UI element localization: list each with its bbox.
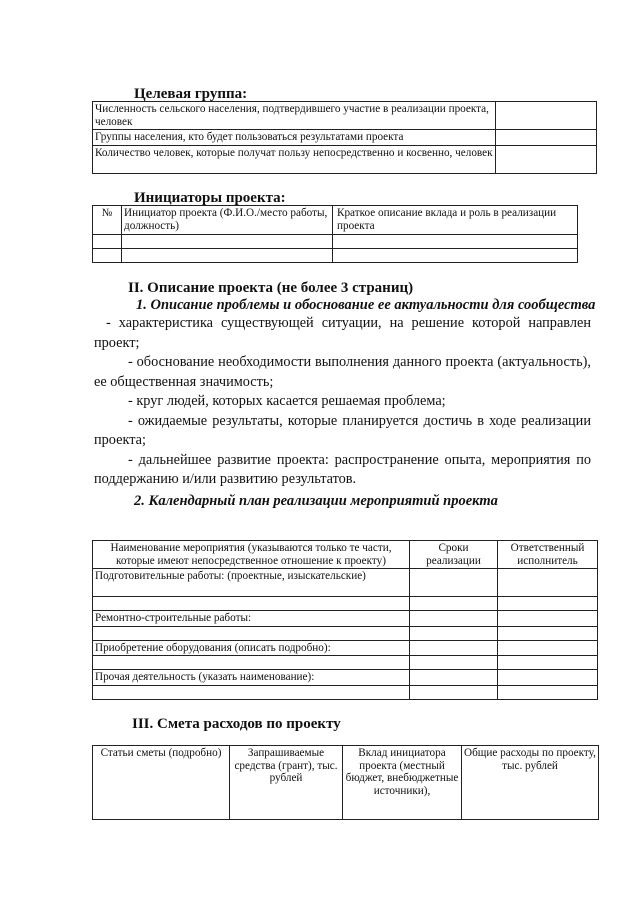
paragraph: - характеристика существующей ситуации, на решение которой направлен проект;: [94, 315, 591, 351]
table-cell: Численность сельского населения, подтвердившего участие в реализации проекта, человек: [93, 102, 496, 130]
table-cell-empty: [498, 640, 598, 656]
table-row: [93, 235, 578, 249]
table-cell-empty: [93, 626, 410, 640]
table-header-row: [93, 206, 578, 235]
table-header-cell: Наименование мероприятия (указываются только те части, которые имеют непосредственное отношение к проекту): [93, 541, 410, 569]
table-row: [93, 685, 598, 699]
table-header-cell: Вклад инициатора проекта (местный бюджет, внебюджетные источники),: [343, 746, 462, 820]
section3-title: III. Смета расходов по проекту: [132, 716, 341, 732]
table-cell-empty: [410, 597, 498, 611]
table-cell-empty: [410, 640, 498, 656]
table-cell: Прочая деятельность (указать наименование):: [93, 670, 410, 686]
calendar-table: [92, 540, 598, 700]
table-header-cell: Сроки реализации: [410, 541, 498, 569]
table-row: [93, 640, 598, 656]
target-group-table: [92, 101, 597, 174]
table-row: [93, 626, 598, 640]
table-header-cell: Ответственный исполнитель: [498, 541, 598, 569]
section2-title: II. Описание проекта (не более 3 страниц): [128, 280, 414, 296]
table-cell-empty: [93, 685, 410, 699]
table-cell-empty: [498, 611, 598, 627]
table-cell-empty: [93, 656, 410, 670]
table-cell: Группы населения, кто будет пользоваться результатами проекта: [93, 130, 496, 146]
table-cell-empty: [410, 685, 498, 699]
table-cell-empty: [410, 611, 498, 627]
table-cell-empty: [498, 685, 598, 699]
table-row: [93, 145, 597, 173]
table-cell-empty: [122, 235, 333, 249]
table-row: [93, 597, 598, 611]
table-cell-empty: [496, 145, 597, 173]
table-header-cell: Статьи сметы (подробно): [93, 746, 230, 820]
table-cell-empty: [498, 569, 598, 597]
table-header-row: [93, 541, 598, 569]
table-cell-empty: [410, 670, 498, 686]
table-cell-empty: [496, 130, 597, 146]
table-header-cell: Инициатор проекта (Ф.И.О./место работы, должность): [122, 206, 333, 235]
paragraph: - ожидаемые результаты, которые планируется достичь в ходе реализации проекта;: [94, 412, 591, 448]
table-cell-empty: [410, 656, 498, 670]
initiators-table: [92, 205, 578, 263]
table-header-cell: Краткое описание вклада и роль в реализации проекта: [333, 206, 578, 235]
table-cell-empty: [498, 597, 598, 611]
paragraph: - обоснование необходимости выполнения данного проекта (актуальность), ее общественная значимость;: [94, 354, 591, 390]
table-cell: Подготовительные работы: (проектные, изыскательские): [93, 569, 410, 597]
table-header-cell: Общие расходы по проекту, тыс. рублей: [462, 746, 599, 820]
table-header-row: [93, 746, 599, 820]
table-cell-empty: [333, 235, 578, 249]
table-row: [93, 569, 598, 597]
table-cell-empty: [93, 249, 122, 263]
paragraph: - дальнейшее развитие проекта: распространение опыта, мероприятия по поддержанию и/или развитию результатов.: [94, 451, 591, 487]
table-cell: Количество человек, которые получат пользу непосредственно и косвенно, человек: [93, 145, 496, 173]
table-cell: Приобретение оборудования (описать подробно):: [93, 640, 410, 656]
initiators-title: Инициаторы проекта:: [134, 190, 286, 206]
table-cell-empty: [498, 626, 598, 640]
table-cell-empty: [410, 569, 498, 597]
table-cell-empty: [93, 235, 122, 249]
table-header-cell: №: [93, 206, 122, 235]
table-cell-empty: [333, 249, 578, 263]
table-row: [93, 670, 598, 686]
budget-table: [92, 745, 599, 820]
table-cell: Ремонтно-строительные работы:: [93, 611, 410, 627]
table-row: [93, 611, 598, 627]
table-row: [93, 102, 597, 130]
target-group-title: Целевая группа:: [134, 86, 248, 102]
table-row: [93, 249, 578, 263]
section2-body: [94, 314, 591, 490]
table-cell-empty: [410, 626, 498, 640]
table-cell-empty: [93, 597, 410, 611]
table-cell-empty: [498, 656, 598, 670]
paragraph: - круг людей, которых касается решаемая проблема;: [128, 393, 446, 409]
section2-subtitle-1: 1. Описание проблемы и обоснование ее актуальности для сообщества: [136, 297, 596, 313]
table-cell-empty: [496, 102, 597, 130]
section2-subtitle-2: 2. Календарный план реализации мероприятий проекта: [134, 493, 498, 509]
table-row: [93, 656, 598, 670]
table-cell-empty: [122, 249, 333, 263]
table-row: [93, 130, 597, 146]
table-cell-empty: [498, 670, 598, 686]
table-header-cell: Запрашиваемые средства (грант), тыс. рублей: [230, 746, 343, 820]
